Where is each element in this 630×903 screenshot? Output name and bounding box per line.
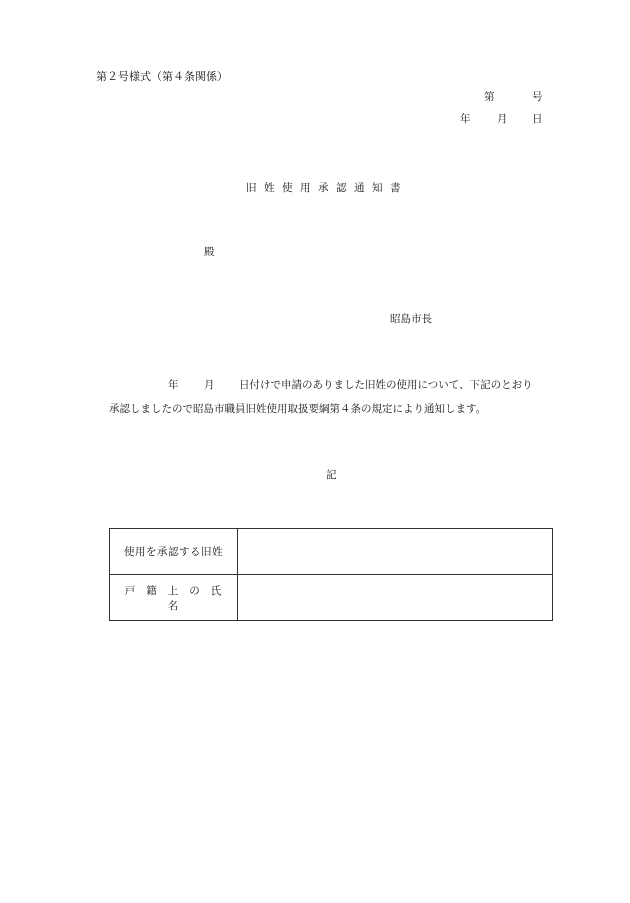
date-month-label: 月 [497,113,508,125]
date-day-label: 日 [532,113,543,125]
details-table [109,528,553,621]
ki-heading: 記 [326,469,337,481]
registered-name-label: 戸籍上の氏名 [110,575,238,621]
table-row [110,529,553,575]
table-row [110,575,553,621]
date-year-label: 年 [460,113,471,125]
old-surname-value-cell [238,529,553,575]
old-surname-label: 使用を承認する旧姓 [110,529,238,575]
registered-name-value-cell [238,575,553,621]
document-number-prefix: 第 [484,91,495,103]
body-year-label: 年 [168,379,179,391]
addressee-honorific: 殿 [204,246,215,258]
body-text-line-1: 日付けで申請のありました旧姓の使用について、下記のとおり [239,379,533,391]
document-number-suffix: 号 [532,91,543,103]
body-month-label: 月 [204,379,215,391]
document-title: 旧姓使用承認通知書 [246,182,408,194]
form-number-label: 第２号様式（第４条関係） [96,70,228,83]
sender-name: 昭島市長 [390,313,432,325]
body-text-line-2: 承認しましたので昭島市職員旧姓使用取扱要綱第４条の規定により通知します。 [109,403,487,415]
